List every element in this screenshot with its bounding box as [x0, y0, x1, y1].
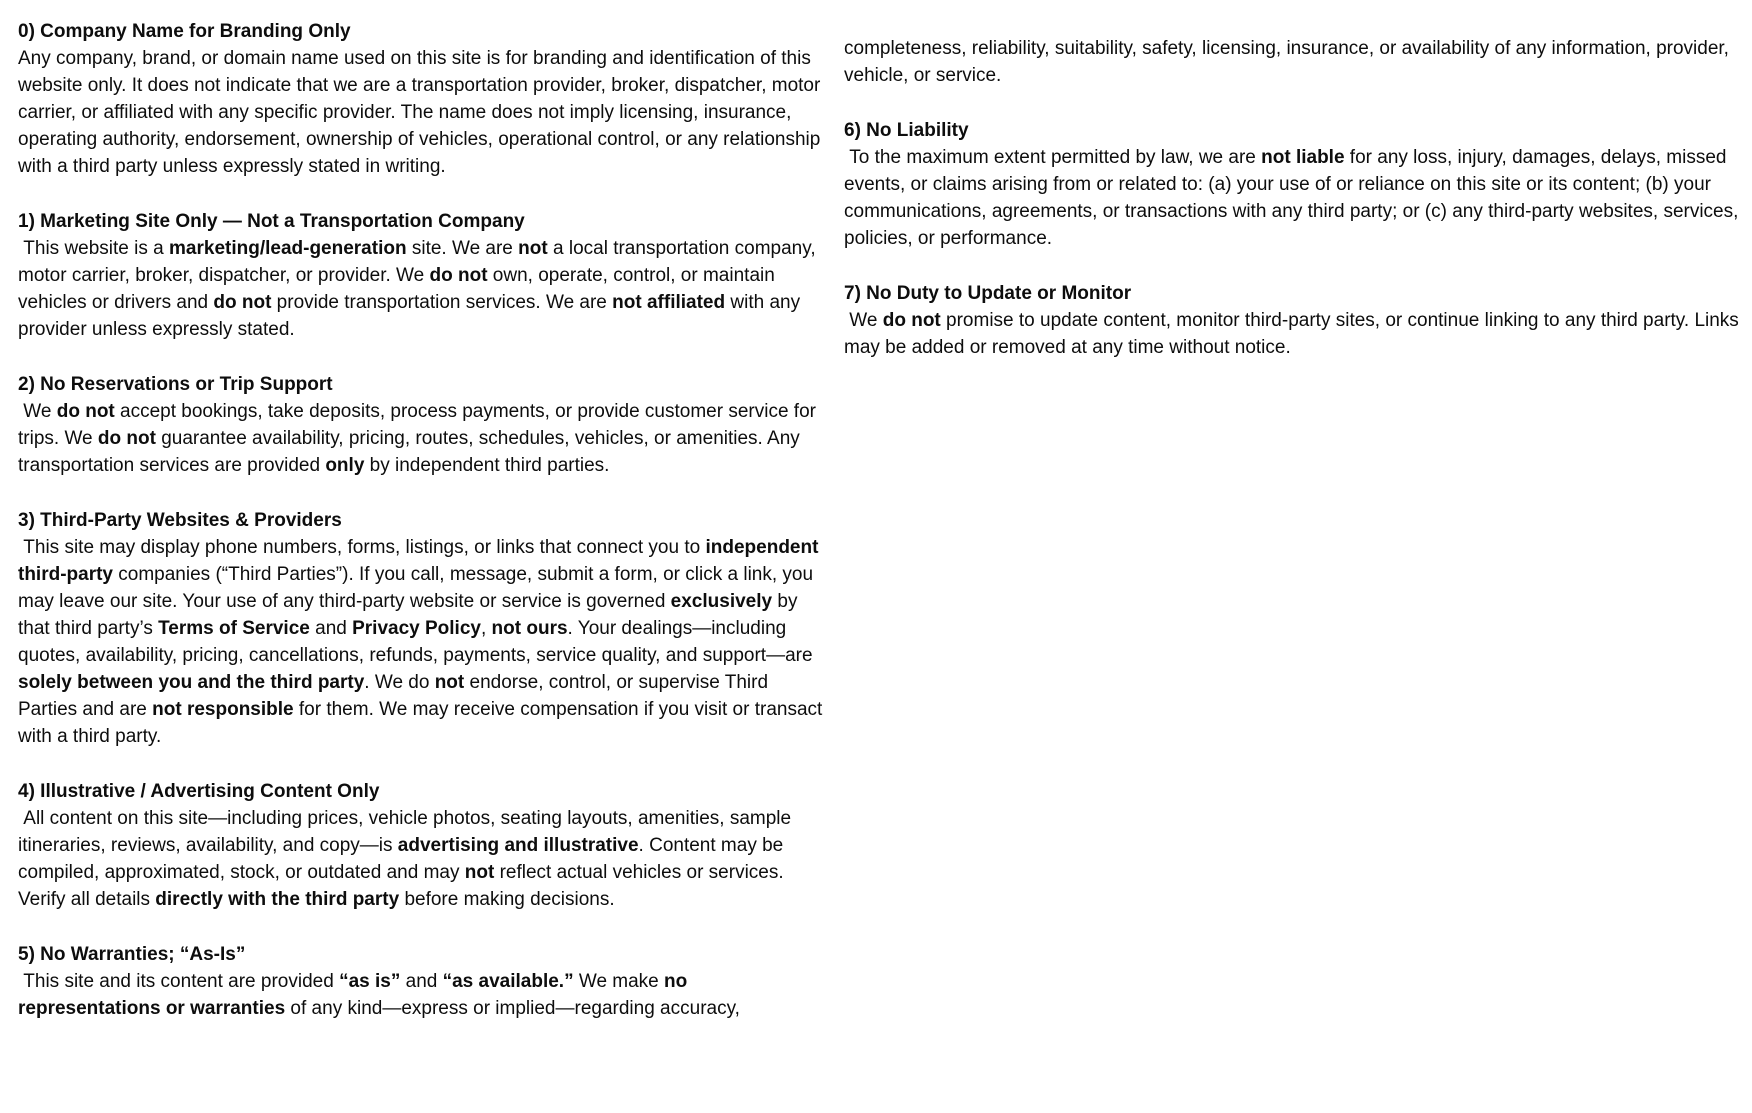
text-run: To the maximum extent permitted by law, we are [844, 147, 1262, 168]
bold-text-run: no representations or warranties [18, 971, 693, 1019]
text-run: , [480, 618, 492, 639]
bold-text-run: marketing/lead-generation [169, 238, 407, 259]
bold-text-run: do not [882, 310, 941, 331]
section-heading: 0) Company Name for Branding Only [18, 21, 351, 42]
text-run: All content on this site—including prices, vehicle photos, seating layouts, amenities, sample itineraries, reviews, availability, and copy—is [18, 808, 797, 856]
section-heading: 7) No Duty to Update or Monitor [844, 283, 1132, 304]
section-7-no-duty-to-update [844, 280, 1746, 361]
bold-text-run: exclusively [670, 591, 773, 612]
text-run: of any kind—express or implied—regarding accuracy, [285, 998, 740, 1019]
section-3-third-party-websites [18, 507, 830, 750]
text-run: This site and its content are provided [18, 971, 340, 992]
section-heading: 5) No Warranties; “As-Is” [18, 944, 246, 965]
text-run: We make [573, 971, 665, 992]
section-4-illustrative-content [18, 778, 830, 913]
text-run: companies (“Third Parties”). If you call, message, submit a form, or click a link, you may leave our site. Your use of any third-party website or service is governed [18, 564, 819, 612]
bold-text-run: do not [429, 265, 488, 286]
section-5-no-warranties [18, 941, 830, 1022]
bold-text-run: not [518, 238, 548, 259]
section-heading: 3) Third-Party Websites & Providers [18, 510, 342, 531]
section-heading: 4) Illustrative / Advertising Content Only [18, 781, 380, 802]
text-run: own, operate, control, or maintain vehicles or drivers and [18, 265, 781, 313]
column-right [844, 18, 1746, 361]
section-1-marketing-site-only [18, 208, 830, 343]
section-heading: 2) No Reservations or Trip Support [18, 374, 333, 395]
text-run: before making decisions. [399, 889, 615, 910]
text-run: Any company, brand, or domain name used on this site is for branding and identification of this website only. It does not indicate that we are a transportation provider, broker, dispatcher, motor carrier, or affiliated with any specific provider. The name does not imply licensing, insurance, operating authority, endorsement, ownership of vehicles, operational control, or any relationship with a third party unless expressly stated in writing. [18, 48, 826, 177]
text-run: . We do [364, 672, 435, 693]
bold-text-run: not [434, 672, 465, 693]
bold-text-run: Terms of Service [158, 618, 310, 639]
section-2-no-reservations [18, 371, 830, 479]
bold-text-run: not ours [491, 618, 568, 639]
bold-text-run: do not [213, 292, 272, 313]
text-run: guarantee availability, pricing, routes, schedules, vehicles, or amenities. Any transportation services are provided [18, 428, 806, 476]
text-run: endorse, control, or supervise Third Parties and are [18, 672, 774, 720]
bold-text-run: do not [56, 401, 115, 422]
text-run: site. We are [406, 238, 519, 259]
bold-text-run: solely between you and the third party [18, 672, 365, 693]
text-run: We [18, 401, 57, 422]
bold-text-run: advertising and illustrative [397, 835, 639, 856]
bold-text-run: Privacy Policy [352, 618, 481, 639]
section-heading: 1) Marketing Site Only — Not a Transportation Company [18, 211, 525, 232]
bold-text-run: “as is” [339, 971, 401, 992]
bold-text-run: “as available.” [442, 971, 574, 992]
bold-text-run: do not [97, 428, 156, 449]
section-5-no-warranties-continued [844, 35, 1746, 89]
bold-text-run: only [325, 455, 365, 476]
text-run: by independent third parties. [364, 455, 610, 476]
text-run: by that third party’s [18, 591, 803, 639]
text-run: provide transportation services. We are [271, 292, 613, 313]
text-run: with any provider unless expressly stated. [18, 292, 806, 340]
text-run: . Content may be compiled, approximated, stock, or outdated and may [18, 835, 789, 883]
text-run: for any loss, injury, damages, delays, missed events, or claims arising from or related to: (a) your use of or reliance on this site or its content; (b) your communications, agreements, or transactions with any third party; or (c) any third-party websites, services, policies, or performance. [844, 147, 1744, 249]
text-run: for them. We may receive compensation if you visit or transact with a third party. [18, 699, 828, 747]
text-run: and [309, 618, 353, 639]
bold-text-run: independent third-party [18, 537, 824, 585]
text-run: a local transportation company, motor carrier, broker, dispatcher, or provider. We [18, 238, 821, 286]
column-left [18, 18, 830, 1022]
bold-text-run: not responsible [152, 699, 294, 720]
section-0-company-name-branding [18, 18, 830, 180]
text-run: and [400, 971, 443, 992]
section-6-no-liability [844, 117, 1746, 252]
bold-text-run: not liable [1261, 147, 1345, 168]
text-run: completeness, reliability, suitability, safety, licensing, insurance, or availability of any information, provider, vehicle, or service. [844, 38, 1735, 86]
text-run: This site may display phone numbers, forms, listings, or links that connect you to [18, 537, 706, 558]
text-run: We [844, 310, 883, 331]
bold-text-run: not affiliated [612, 292, 726, 313]
bold-text-run: not [464, 862, 495, 883]
text-run: This website is a [18, 238, 170, 259]
section-heading: 6) No Liability [844, 120, 969, 141]
text-run: reflect actual vehicles or services. Verify all details [18, 862, 789, 910]
bold-text-run: directly with the third party [155, 889, 400, 910]
text-run: promise to update content, monitor third-party sites, or continue linking to any third party. Links may be added or removed at any time without notice. [844, 310, 1745, 358]
text-run: . Your dealings—including quotes, availability, pricing, cancellations, refunds, payments, service quality, and support—are [18, 618, 818, 666]
text-run: accept bookings, take deposits, process payments, or provide customer service for trips. We [18, 401, 822, 449]
